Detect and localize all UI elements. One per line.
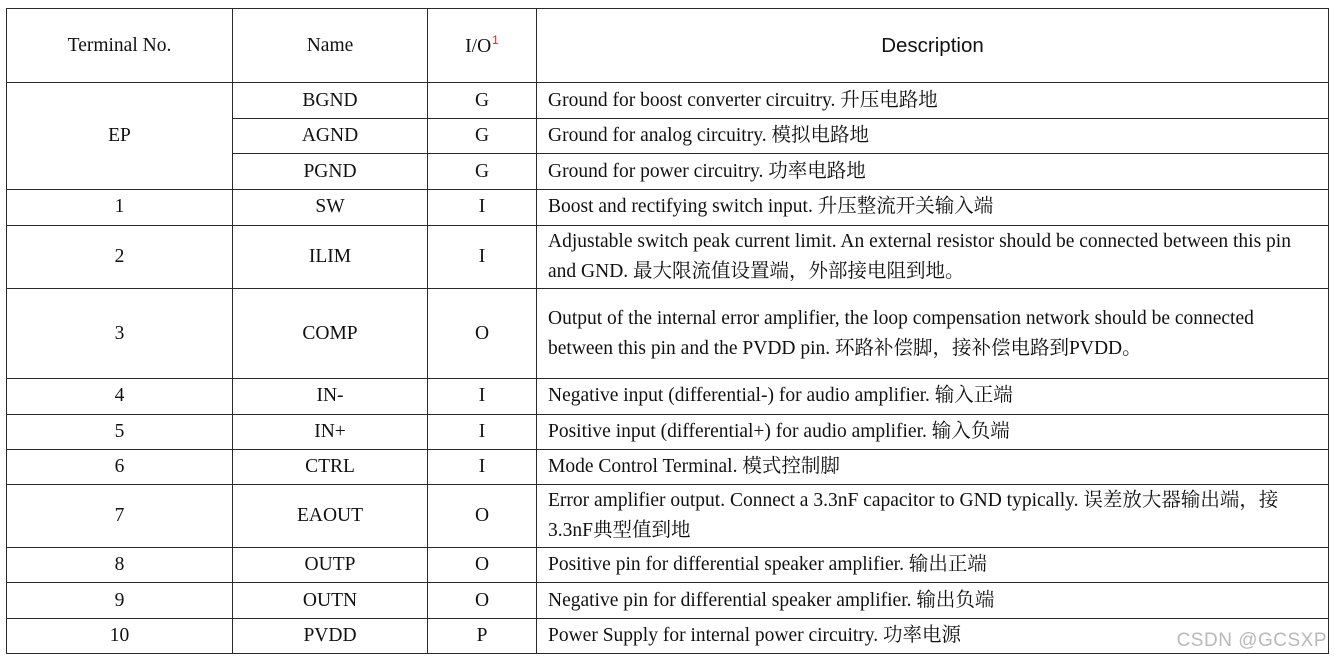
- watermark-text: CSDN @GCSXP: [1176, 630, 1327, 651]
- table-row: [7, 289, 1329, 379]
- table-row: [7, 189, 1329, 225]
- table-row: [7, 83, 1329, 119]
- terminal-cell: 8: [7, 548, 233, 583]
- name-cell: BGND: [233, 83, 428, 119]
- description-cell: Ground for power circuitry. 功率电路地: [537, 154, 1329, 189]
- terminal-cell: 7: [7, 484, 233, 547]
- table-row: [7, 225, 1329, 288]
- name-cell: PVDD: [233, 618, 428, 653]
- pin-description-table: [6, 8, 1329, 654]
- io-cell: O: [428, 583, 537, 618]
- io-cell: I: [428, 449, 537, 484]
- name-cell: ILIM: [233, 225, 428, 288]
- io-cell: O: [428, 484, 537, 547]
- io-cell: G: [428, 119, 537, 154]
- io-cell: G: [428, 154, 537, 189]
- name-cell: IN-: [233, 379, 428, 414]
- description-cell: Ground for boost converter circuitry. 升压电路地: [537, 83, 1329, 119]
- terminal-cell: 9: [7, 583, 233, 618]
- description-cell: Error amplifier output. Connect a 3.3nF capacitor to GND typically. 误差放大器输出端，接3.3nF典型值到地: [537, 484, 1329, 547]
- name-cell: OUTP: [233, 548, 428, 583]
- io-cell: O: [428, 548, 537, 583]
- table-row: [7, 548, 1329, 583]
- description-cell: Power Supply for internal power circuitry. 功率电源: [537, 618, 1329, 653]
- table-row: [7, 379, 1329, 414]
- description-cell: Adjustable switch peak current limit. An external resistor should be connected between this pin and GND. 最大限流值设置端，外部接电阻到地。: [537, 225, 1329, 288]
- description-cell: Positive input (differential+) for audio amplifier. 输入负端: [537, 414, 1329, 449]
- description-cell: Output of the internal error amplifier, the loop compensation network should be connected between this pin and the PVDD pin. 环路补偿脚，接补偿电路到PVDD。: [537, 289, 1329, 379]
- io-cell: I: [428, 189, 537, 225]
- table-row: [7, 618, 1329, 653]
- name-cell: OUTN: [233, 583, 428, 618]
- description-cell: Mode Control Terminal. 模式控制脚: [537, 449, 1329, 484]
- name-cell: EAOUT: [233, 484, 428, 547]
- header-io: [428, 9, 537, 83]
- io-cell: O: [428, 289, 537, 379]
- terminal-cell: 5: [7, 414, 233, 449]
- name-cell: AGND: [233, 119, 428, 154]
- io-cell: I: [428, 414, 537, 449]
- header-name: Name: [233, 9, 428, 83]
- table-header-row: [7, 9, 1329, 83]
- header-io-label: I/O: [465, 36, 492, 57]
- io-footnote-marker: 1: [492, 33, 499, 47]
- table-row: [7, 449, 1329, 484]
- table-row: [7, 484, 1329, 547]
- io-cell: P: [428, 618, 537, 653]
- io-cell: I: [428, 225, 537, 288]
- table-row: [7, 414, 1329, 449]
- description-cell: Ground for analog circuitry. 模拟电路地: [537, 119, 1329, 154]
- terminal-cell: 1: [7, 189, 233, 225]
- name-cell: COMP: [233, 289, 428, 379]
- terminal-cell: 6: [7, 449, 233, 484]
- name-cell: SW: [233, 189, 428, 225]
- description-cell: Negative pin for differential speaker amplifier. 输出负端: [537, 583, 1329, 618]
- name-cell: CTRL: [233, 449, 428, 484]
- terminal-cell: 3: [7, 289, 233, 379]
- io-cell: I: [428, 379, 537, 414]
- terminal-cell-ep: EP: [7, 83, 233, 190]
- io-cell: G: [428, 83, 537, 119]
- table-row: [7, 583, 1329, 618]
- header-terminal-no: Terminal No.: [7, 9, 233, 83]
- terminal-cell: 10: [7, 618, 233, 653]
- terminal-cell: 4: [7, 379, 233, 414]
- header-description: Description: [537, 9, 1329, 83]
- terminal-cell: 2: [7, 225, 233, 288]
- name-cell: IN+: [233, 414, 428, 449]
- description-cell: Positive pin for differential speaker amplifier. 输出正端: [537, 548, 1329, 583]
- description-cell: Boost and rectifying switch input. 升压整流开关输入端: [537, 189, 1329, 225]
- name-cell: PGND: [233, 154, 428, 189]
- description-cell: Negative input (differential-) for audio amplifier. 输入正端: [537, 379, 1329, 414]
